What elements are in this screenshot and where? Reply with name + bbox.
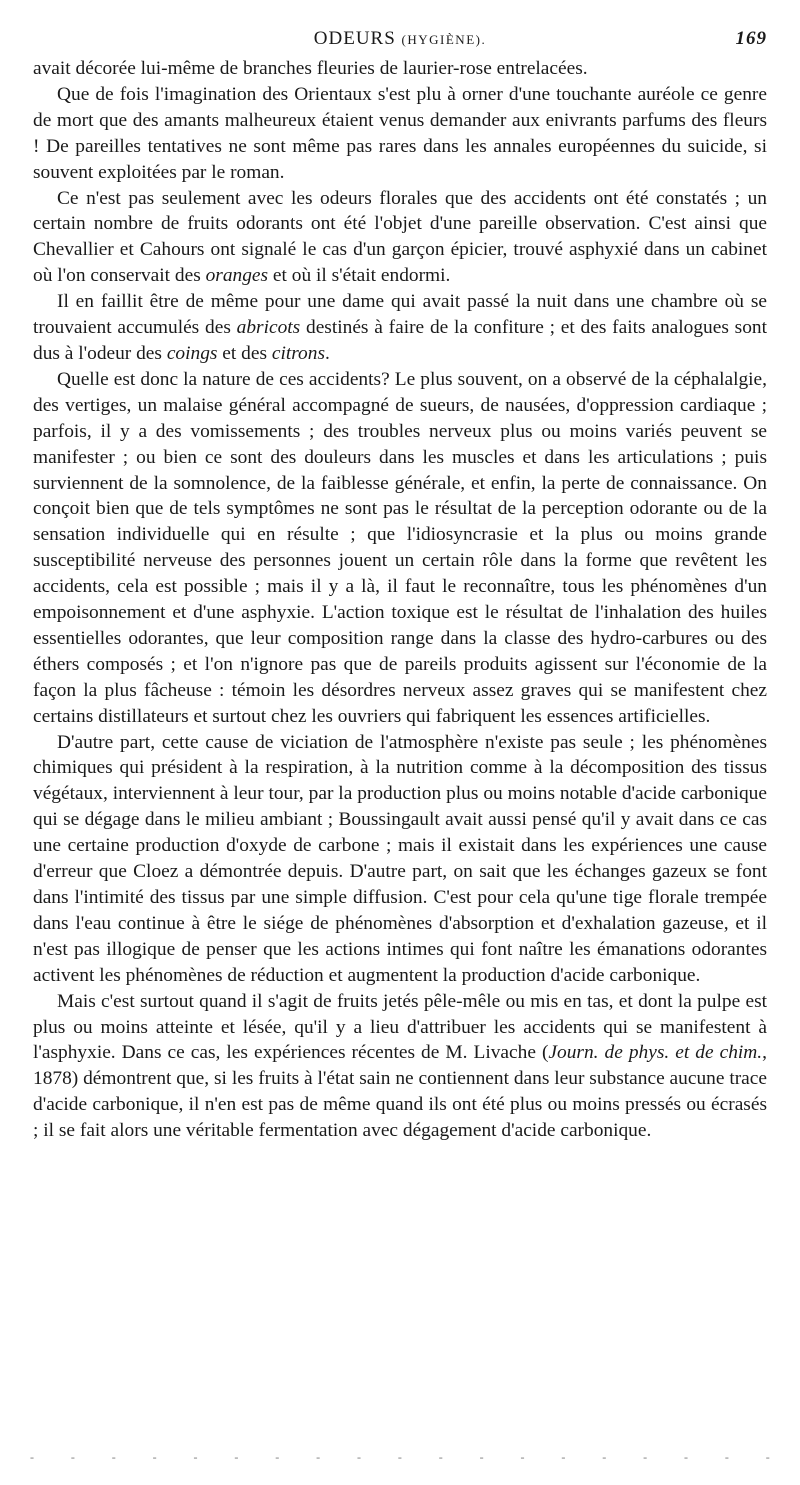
text-run: et où il s'était endormi. [268,265,451,287]
footer-mark: - [111,1450,116,1464]
footer-mark: - [684,1450,688,1464]
footer-marks [30,1450,770,1465]
footer-mark: - [30,1450,34,1464]
paragraph [33,82,767,186]
paragraph [33,730,767,989]
page-number: 169 [735,28,767,49]
footer-mark: - [193,1450,198,1464]
footer-mark: - [275,1450,280,1464]
italic-term: coings [166,342,218,364]
footer-mark: - [765,1450,770,1464]
text-run: Il en faillit être de même pour une dame qui avait passé la nuit dans une chambre où se trouvaient accumulés des [33,291,767,339]
italic-term: oranges [205,265,269,287]
footer-mark: - [152,1450,157,1464]
italic-term: abricots [236,317,301,339]
footer-mark: - [602,1450,607,1464]
book-page [33,28,767,1144]
footer-mark: - [438,1450,443,1464]
paragraph [33,186,767,290]
running-title-main: ODEURS [313,28,396,49]
text-run: Mais c'est surtout quand il s'agit de fruits jetés pêle-mêle ou mis en tas, et dont la pulpe est plus ou moins atteinte et lésée, qu'il y a lieu d'attribuer les accidents qui se manifestent à l'asphyxie. Dans ce cas, les expériences récentes de M. Livache ( [33,990,767,1064]
footer-mark: - [397,1450,402,1464]
footer-mark: - [643,1450,648,1464]
italic-term: Journ. de phys. et de chim. [548,1042,763,1064]
text-run: , 1878) démontrent que, si les fruits à l'état sain ne contiennent dans leur substance aucune trace d'acide carbonique, il n'en est pas de même quand ils ont été plus ou moins pressés ou écrasés ; il se fait alors une véritable fermentation avec dégagement d'acide carbonique. [33,1042,767,1142]
footer-mark: - [316,1450,321,1464]
body-text [33,56,767,1144]
italic-term: citrons [271,342,325,364]
footer-mark: - [561,1450,566,1464]
text-run: destinés à faire de la confiture ; et des faits analogues sont dus à l'odeur des [33,317,767,364]
footer-mark: - [479,1450,484,1464]
text-run: Quelle est donc la nature de ces accidents? Le plus souvent, on a observé de la céphalalgie, des vertiges, un malaise général accompagné de sueurs, de nausées, d'oppression cardiaque ; parfois, il y a des vomissements ; des troubles nerveux plus ou moins variés peuvent se manifester ; ou bien ce sont des douleurs dans les muscles et dans les articulations ; puis surviennent de la somnolence, de la faiblesse générale, et enfin, la perte de connaissance. On conçoit bien que de tels symptômes ne sont pas le résultat de la perception odorante ou de la sensation individuelle qui en résulte ; que l'idiosyncrasie et la plus ou moins grande susceptibilité nerveuse des personnes jouent un certain rôle dans la forme que revêtent les accidents, cela est possible ; mais il y a là, il faut le reconnaître, tous les phénomènes d'un empoisonnement et d'une asphyxie. L'action toxique est le résultat de l'inhalation des huiles essentielles odorantes, que leur composition range dans la classe des hydro-carbures ou des éthers composés ; et l'on n'ignore pas que de pareils produits agissent sur l'économie de la façon la plus fâcheuse : témoin les désordres nerveux assez graves qui se manifestent chez certains distillateurs et surtout chez les ouvriers qui fabriquent les essences artificielles. [33,368,767,727]
text-run: avait décorée lui-même de branches fleuries de laurier-rose entrelacées. [33,58,588,79]
footer-mark: - [357,1450,361,1464]
footer-mark: - [724,1450,729,1464]
running-title [33,28,767,50]
text-run: et des [217,342,272,364]
running-title-sub: (HYGIÈNE). [401,32,487,47]
paragraph [33,989,767,1144]
text-run: . [325,342,330,364]
text-run: Ce n'est pas seulement avec les odeurs florales que des accidents ont été constatés ; un certain nombre de fruits odorants ont été l'objet d'une pareille observation. C'est ainsi que Chevallier et Cahours ont signalé le cas d'un garçon épicier, trouvé asphyxié dans un cabinet où l'on conservait des [33,187,767,287]
text-run: D'autre part, cette cause de viciation de l'atmosphère n'existe pas seule ; les phénomènes chimiques qui président à la respiration, à la nutrition comme à la décomposition des tissus végétaux, interviennent à leur tour, par la production plus ou moins notable d'acide carbonique qui se dégage dans le milieu ambiant ; Boussingault avait aussi pensé qu'il y avait dans ce cas une certaine production d'oxyde de carbone ; mais il existait dans les expériences une cause d'erreur que Cloez a démontrée depuis. D'autre part, on sait que les échanges gazeux se font dans l'intimité des tissus par une simple diffusion. C'est pour cela qu'une tige florale trempée dans l'eau continue à être le siége de phénomènes d'absorption et d'exhalation gazeuse, et il n'est pas illogique de penser que les actions intimes qui font naître les émanations odorantes activent les phénomènes de réduction et augmentent la production d'acide carbonique. [33,731,767,986]
footer-mark: - [520,1450,525,1464]
footer-mark: - [234,1450,239,1464]
running-header [33,28,767,56]
paragraph [33,289,767,367]
paragraph [33,56,767,82]
paragraph [33,367,767,730]
footer-mark: - [70,1450,75,1464]
text-run: Que de fois l'imagination des Orientaux s'est plu à orner d'une touchante auréole ce genre de mort que des amants malheureux étaient venus demander aux enivrants parfums des fleurs ! De pareilles tentatives ne sont même pas rares dans les annales européennes du suicide, si souvent exploitées par le roman. [33,83,767,183]
